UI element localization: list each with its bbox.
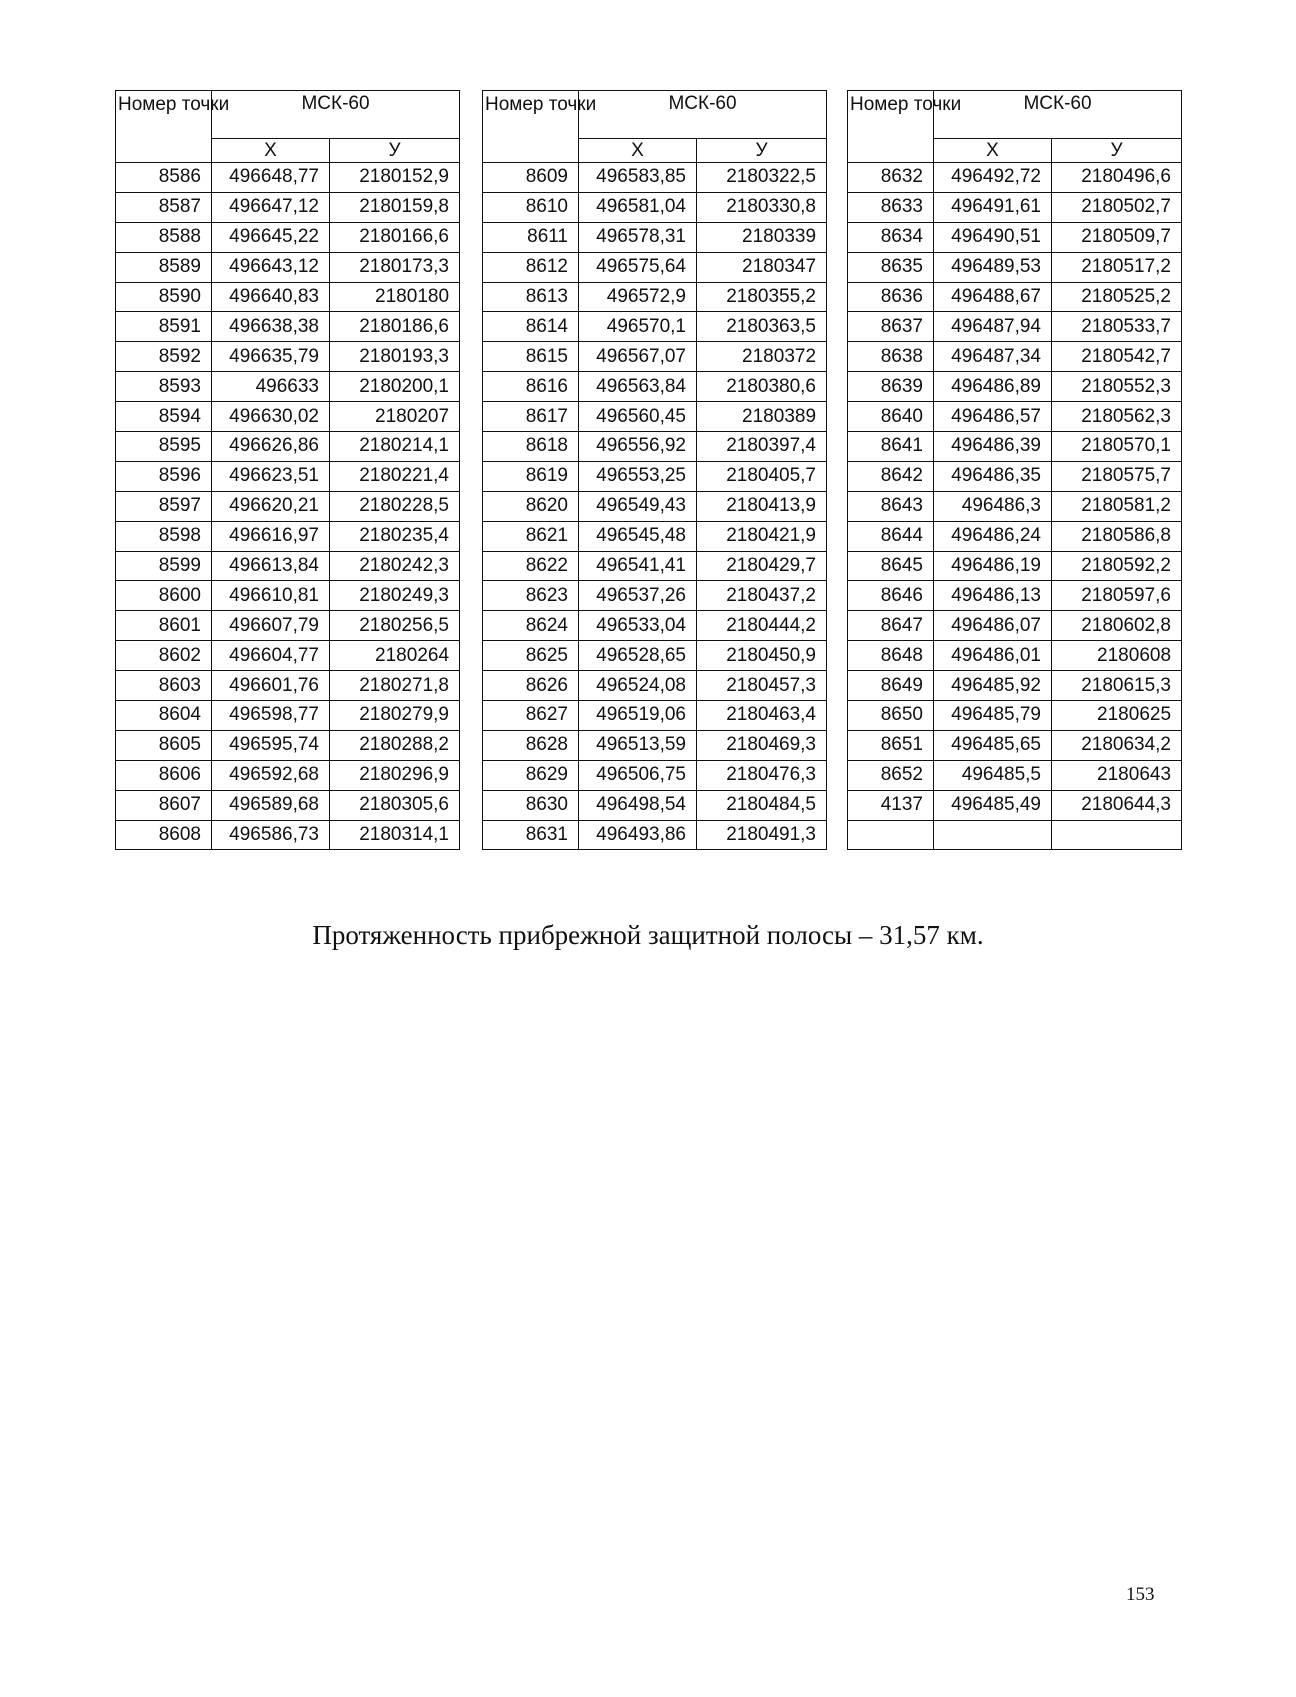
x-coordinate-cell: 496545,48 — [579, 521, 697, 551]
x-coordinate-cell: 496604,77 — [212, 641, 330, 671]
x-coordinate-cell: 496533,04 — [579, 611, 697, 641]
table-row — [116, 432, 460, 462]
point-number-cell: 8617 — [483, 402, 579, 432]
y-coordinate-cell: 2180525,2 — [1052, 282, 1182, 312]
x-coordinate-cell: 496626,86 — [212, 432, 330, 462]
y-coordinate-cell: 2180463,4 — [697, 701, 827, 731]
y-coordinate-cell: 2180397,4 — [697, 432, 827, 462]
point-number-cell: 8604 — [116, 701, 212, 731]
y-coordinate-cell: 2180389 — [697, 402, 827, 432]
point-number-cell: 8590 — [116, 282, 212, 312]
point-number-cell: 8591 — [116, 312, 212, 342]
x-coordinate-cell: 496570,1 — [579, 312, 697, 342]
x-coordinate-cell: 496498,54 — [579, 790, 697, 820]
table-row — [848, 342, 1182, 372]
table-row — [116, 521, 460, 551]
point-number-cell: 8603 — [116, 671, 212, 701]
x-coordinate-cell: 496488,67 — [934, 282, 1052, 312]
table-row — [483, 342, 827, 372]
point-number-cell: 8598 — [116, 521, 212, 551]
point-number-cell: 8619 — [483, 461, 579, 491]
table-row — [848, 192, 1182, 222]
y-coordinate-cell: 2180562,3 — [1052, 402, 1182, 432]
point-number-cell: 8589 — [116, 252, 212, 282]
coordinates-table-3 — [847, 90, 1182, 850]
x-coordinate-cell: 496592,68 — [212, 760, 330, 790]
x-coordinate-cell: 496645,22 — [212, 222, 330, 252]
y-coordinate-cell: 2180405,7 — [697, 461, 827, 491]
table-row — [116, 551, 460, 581]
y-coordinate-cell: 2180597,6 — [1052, 581, 1182, 611]
table-row — [483, 820, 827, 850]
table-body — [116, 163, 460, 850]
table-row — [848, 551, 1182, 581]
y-coordinate-cell: 2180615,3 — [1052, 671, 1182, 701]
x-coordinate-cell: 496485,5 — [934, 760, 1052, 790]
point-number-cell: 8652 — [848, 760, 934, 790]
point-number-cell: 8644 — [848, 521, 934, 551]
point-number-cell: 8627 — [483, 701, 579, 731]
point-number-cell: 8594 — [116, 402, 212, 432]
y-coordinate-cell: 2180437,2 — [697, 581, 827, 611]
point-number-cell: 8606 — [116, 760, 212, 790]
x-coordinate-cell: 496601,76 — [212, 671, 330, 701]
coordinates-table-1 — [115, 90, 460, 850]
table-row — [848, 432, 1182, 462]
point-number-cell: 8636 — [848, 282, 934, 312]
coordinate-system-header: МСК-60 — [212, 91, 460, 139]
y-coordinate-cell: 2180575,7 — [1052, 461, 1182, 491]
table-row — [483, 282, 827, 312]
table-row — [483, 312, 827, 342]
point-number-cell: 8647 — [848, 611, 934, 641]
y-coordinate-cell: 2180288,2 — [330, 730, 460, 760]
x-coordinate-cell: 496610,81 — [212, 581, 330, 611]
x-coordinate-cell: 496578,31 — [579, 222, 697, 252]
coordinate-system-header: МСК-60 — [934, 91, 1182, 139]
x-coordinate-cell: 496643,12 — [212, 252, 330, 282]
table-row — [116, 222, 460, 252]
table-row — [483, 222, 827, 252]
table-row — [848, 730, 1182, 760]
x-coordinate-cell: 496607,79 — [212, 611, 330, 641]
x-coordinate-cell: 496553,25 — [579, 461, 697, 491]
y-coordinate-cell: 2180496,6 — [1052, 163, 1182, 193]
point-number-cell: 8600 — [116, 581, 212, 611]
y-coordinate-cell: 2180173,3 — [330, 252, 460, 282]
table-row — [483, 760, 827, 790]
x-coordinate-cell: 496528,65 — [579, 641, 697, 671]
y-coordinate-cell: 2180570,1 — [1052, 432, 1182, 462]
table-row — [483, 372, 827, 402]
y-coordinate-cell: 2180214,1 — [330, 432, 460, 462]
table-row — [483, 252, 827, 282]
y-coordinate-cell: 2180533,7 — [1052, 312, 1182, 342]
point-number-cell: 8641 — [848, 432, 934, 462]
point-number-cell: 8608 — [116, 820, 212, 850]
table-row — [116, 163, 460, 193]
x-column-header: Х — [212, 139, 330, 163]
point-number-cell: 8599 — [116, 551, 212, 581]
point-number-cell: 8649 — [848, 671, 934, 701]
table-row — [483, 521, 827, 551]
table-row — [483, 192, 827, 222]
y-coordinate-cell: 2180542,7 — [1052, 342, 1182, 372]
y-coordinate-cell: 2180643 — [1052, 760, 1182, 790]
table-row — [116, 730, 460, 760]
y-coordinate-cell: 2180552,3 — [1052, 372, 1182, 402]
x-column-header: Х — [579, 139, 697, 163]
x-coordinate-cell: 496485,92 — [934, 671, 1052, 701]
x-coordinate-cell: 496589,68 — [212, 790, 330, 820]
point-number-cell: 8611 — [483, 222, 579, 252]
point-number-cell: 8607 — [116, 790, 212, 820]
y-coordinate-cell: 2180476,3 — [697, 760, 827, 790]
x-coordinate-cell: 496613,84 — [212, 551, 330, 581]
point-number-cell: 8618 — [483, 432, 579, 462]
table-row — [116, 760, 460, 790]
x-coordinate-cell: 496560,45 — [579, 402, 697, 432]
x-coordinate-cell: 496537,26 — [579, 581, 697, 611]
point-number-cell: 8646 — [848, 581, 934, 611]
point-number-cell: 8613 — [483, 282, 579, 312]
y-coordinate-cell: 2180256,5 — [330, 611, 460, 641]
table-row — [116, 581, 460, 611]
table-row — [848, 282, 1182, 312]
y-coordinate-cell: 2180152,9 — [330, 163, 460, 193]
point-number-header: Номер точки — [116, 91, 212, 163]
x-coordinate-cell: 496486,01 — [934, 641, 1052, 671]
point-number-cell: 8588 — [116, 222, 212, 252]
x-coordinate-cell: 496486,3 — [934, 491, 1052, 521]
x-coordinate-cell: 496487,34 — [934, 342, 1052, 372]
point-number-cell: 8596 — [116, 461, 212, 491]
point-number-cell: 8634 — [848, 222, 934, 252]
y-coordinate-cell: 2180228,5 — [330, 491, 460, 521]
table-row — [848, 760, 1182, 790]
table-row — [483, 641, 827, 671]
table-row — [848, 372, 1182, 402]
point-number-cell: 8624 — [483, 611, 579, 641]
x-coordinate-cell: 496513,59 — [579, 730, 697, 760]
y-coordinate-cell: 2180592,2 — [1052, 551, 1182, 581]
y-coordinate-cell: 2180429,7 — [697, 551, 827, 581]
y-coordinate-cell: 2180235,4 — [330, 521, 460, 551]
x-coordinate-cell: 496648,77 — [212, 163, 330, 193]
y-coordinate-cell: 2180608 — [1052, 641, 1182, 671]
table-body — [848, 163, 1182, 850]
y-coordinate-cell: 2180644,3 — [1052, 790, 1182, 820]
point-number-cell: 8597 — [116, 491, 212, 521]
table-row — [116, 611, 460, 641]
x-coordinate-cell: 496486,07 — [934, 611, 1052, 641]
point-number-cell: 8609 — [483, 163, 579, 193]
point-number-cell: 8633 — [848, 192, 934, 222]
table-row — [483, 163, 827, 193]
x-coordinate-cell: 496616,97 — [212, 521, 330, 551]
y-coordinate-cell: 2180221,4 — [330, 461, 460, 491]
table-row — [116, 402, 460, 432]
x-coordinate-cell: 496506,75 — [579, 760, 697, 790]
y-coordinate-cell: 2180180 — [330, 282, 460, 312]
point-number-cell: 8592 — [116, 342, 212, 372]
x-coordinate-cell: 496490,51 — [934, 222, 1052, 252]
x-coordinate-cell: 496519,06 — [579, 701, 697, 731]
point-number-cell: 8651 — [848, 730, 934, 760]
coordinates-table-2 — [482, 90, 827, 850]
table-row — [483, 432, 827, 462]
point-number-cell: 8639 — [848, 372, 934, 402]
x-coordinate-cell — [934, 820, 1052, 850]
y-coordinate-cell: 2180502,7 — [1052, 192, 1182, 222]
point-number-cell: 8610 — [483, 192, 579, 222]
y-column-header: У — [1052, 139, 1182, 163]
table-row — [483, 790, 827, 820]
y-coordinate-cell: 2180421,9 — [697, 521, 827, 551]
x-coordinate-cell: 496640,83 — [212, 282, 330, 312]
table-row — [848, 461, 1182, 491]
point-number-cell: 8642 — [848, 461, 934, 491]
table-row — [848, 641, 1182, 671]
point-number-cell: 8623 — [483, 581, 579, 611]
point-number-cell: 8645 — [848, 551, 934, 581]
table-row — [848, 491, 1182, 521]
table-row — [848, 252, 1182, 282]
y-coordinate-cell: 2180450,9 — [697, 641, 827, 671]
x-coordinate-cell: 496493,86 — [579, 820, 697, 850]
point-number-cell: 8593 — [116, 372, 212, 402]
y-coordinate-cell: 2180602,8 — [1052, 611, 1182, 641]
table-row — [116, 491, 460, 521]
table-row — [848, 222, 1182, 252]
x-coordinate-cell: 496572,9 — [579, 282, 697, 312]
x-coordinate-cell: 496485,49 — [934, 790, 1052, 820]
x-coordinate-cell: 496595,74 — [212, 730, 330, 760]
table-row — [483, 461, 827, 491]
y-coordinate-cell: 2180469,3 — [697, 730, 827, 760]
x-coordinate-cell: 496586,73 — [212, 820, 330, 850]
x-coordinate-cell: 496486,24 — [934, 521, 1052, 551]
y-coordinate-cell: 2180413,9 — [697, 491, 827, 521]
table-row — [116, 671, 460, 701]
point-number-cell: 8628 — [483, 730, 579, 760]
table-row — [483, 551, 827, 581]
point-number-cell: 8622 — [483, 551, 579, 581]
x-coordinate-cell: 496485,79 — [934, 701, 1052, 731]
y-coordinate-cell: 2180207 — [330, 402, 460, 432]
y-coordinate-cell: 2180322,5 — [697, 163, 827, 193]
x-coordinate-cell: 496647,12 — [212, 192, 330, 222]
y-coordinate-cell: 2180444,2 — [697, 611, 827, 641]
table-row — [848, 701, 1182, 731]
y-coordinate-cell: 2180242,3 — [330, 551, 460, 581]
point-number-cell: 8630 — [483, 790, 579, 820]
x-coordinate-cell: 496630,02 — [212, 402, 330, 432]
table-row — [483, 671, 827, 701]
table-row — [116, 192, 460, 222]
table-row — [848, 820, 1182, 850]
x-coordinate-cell: 496633 — [212, 372, 330, 402]
point-number-cell: 8605 — [116, 730, 212, 760]
x-coordinate-cell: 496541,41 — [579, 551, 697, 581]
y-coordinate-cell: 2180355,2 — [697, 282, 827, 312]
y-coordinate-cell: 2180279,9 — [330, 701, 460, 731]
table-row — [116, 252, 460, 282]
x-coordinate-cell: 496524,08 — [579, 671, 697, 701]
y-coordinate-cell: 2180586,8 — [1052, 521, 1182, 551]
x-coordinate-cell: 496581,04 — [579, 192, 697, 222]
x-coordinate-cell: 496556,92 — [579, 432, 697, 462]
point-number-cell: 8637 — [848, 312, 934, 342]
table-row — [848, 581, 1182, 611]
x-coordinate-cell: 496486,35 — [934, 461, 1052, 491]
point-number-cell: 8612 — [483, 252, 579, 282]
x-coordinate-cell: 496598,77 — [212, 701, 330, 731]
y-coordinate-cell: 2180186,6 — [330, 312, 460, 342]
y-coordinate-cell — [1052, 820, 1182, 850]
point-number-cell: 8650 — [848, 701, 934, 731]
x-coordinate-cell: 496486,13 — [934, 581, 1052, 611]
table-row — [848, 163, 1182, 193]
x-coordinate-cell: 496620,21 — [212, 491, 330, 521]
page-number: 153 — [1126, 1584, 1155, 1605]
point-number-cell: 8632 — [848, 163, 934, 193]
table-row — [116, 312, 460, 342]
x-coordinate-cell: 496491,61 — [934, 192, 1052, 222]
point-number-header: Номер точки — [848, 91, 934, 163]
y-coordinate-cell: 2180347 — [697, 252, 827, 282]
table-row — [116, 461, 460, 491]
point-number-cell: 8640 — [848, 402, 934, 432]
y-coordinate-cell: 2180271,8 — [330, 671, 460, 701]
y-coordinate-cell: 2180634,2 — [1052, 730, 1182, 760]
table-row — [116, 342, 460, 372]
y-coordinate-cell: 2180509,7 — [1052, 222, 1182, 252]
x-coordinate-cell: 496492,72 — [934, 163, 1052, 193]
x-column-header: Х — [934, 139, 1052, 163]
x-coordinate-cell: 496549,43 — [579, 491, 697, 521]
point-number-cell: 8601 — [116, 611, 212, 641]
y-coordinate-cell: 2180330,8 — [697, 192, 827, 222]
table-row — [483, 491, 827, 521]
x-coordinate-cell: 496575,64 — [579, 252, 697, 282]
table-row — [483, 611, 827, 641]
y-coordinate-cell: 2180249,3 — [330, 581, 460, 611]
y-coordinate-cell: 2180314,1 — [330, 820, 460, 850]
table-row — [116, 282, 460, 312]
x-coordinate-cell: 496567,07 — [579, 342, 697, 372]
table-row — [116, 372, 460, 402]
y-coordinate-cell: 2180457,3 — [697, 671, 827, 701]
point-number-cell: 8586 — [116, 163, 212, 193]
table-row — [848, 521, 1182, 551]
table-row — [116, 701, 460, 731]
table-row — [116, 790, 460, 820]
point-number-cell: 8620 — [483, 491, 579, 521]
table-row — [483, 402, 827, 432]
y-coordinate-cell: 2180339 — [697, 222, 827, 252]
y-coordinate-cell: 2180296,9 — [330, 760, 460, 790]
y-coordinate-cell: 2180625 — [1052, 701, 1182, 731]
x-coordinate-cell: 496487,94 — [934, 312, 1052, 342]
x-coordinate-cell: 496489,53 — [934, 252, 1052, 282]
point-number-cell: 8638 — [848, 342, 934, 372]
y-coordinate-cell: 2180581,2 — [1052, 491, 1182, 521]
table-row — [116, 641, 460, 671]
x-coordinate-cell: 496485,65 — [934, 730, 1052, 760]
y-coordinate-cell: 2180193,3 — [330, 342, 460, 372]
y-coordinate-cell: 2180159,8 — [330, 192, 460, 222]
point-number-cell: 4137 — [848, 790, 934, 820]
table-row — [848, 611, 1182, 641]
point-number-cell: 8616 — [483, 372, 579, 402]
x-coordinate-cell: 496623,51 — [212, 461, 330, 491]
point-number-cell: 8602 — [116, 641, 212, 671]
y-coordinate-cell: 2180305,6 — [330, 790, 460, 820]
point-number-cell: 8643 — [848, 491, 934, 521]
point-number-cell: 8635 — [848, 252, 934, 282]
point-number-cell: 8595 — [116, 432, 212, 462]
table-row — [848, 312, 1182, 342]
table-row — [116, 820, 460, 850]
protection-strip-length-text: Протяженность прибрежной защитной полосы – 31,57 км. — [312, 920, 984, 950]
table-row — [848, 671, 1182, 701]
y-coordinate-cell: 2180264 — [330, 641, 460, 671]
coordinate-system-header: МСК-60 — [579, 91, 827, 139]
x-coordinate-cell: 496486,39 — [934, 432, 1052, 462]
x-coordinate-cell: 496635,79 — [212, 342, 330, 372]
point-number-cell: 8648 — [848, 641, 934, 671]
y-coordinate-cell: 2180363,5 — [697, 312, 827, 342]
table-row — [483, 701, 827, 731]
point-number-cell — [848, 820, 934, 850]
y-coordinate-cell: 2180491,3 — [697, 820, 827, 850]
table-row — [483, 581, 827, 611]
x-coordinate-cell: 496563,84 — [579, 372, 697, 402]
x-coordinate-cell: 496486,57 — [934, 402, 1052, 432]
x-coordinate-cell: 496638,38 — [212, 312, 330, 342]
y-coordinate-cell: 2180517,2 — [1052, 252, 1182, 282]
table-row — [848, 402, 1182, 432]
y-coordinate-cell: 2180380,6 — [697, 372, 827, 402]
x-coordinate-cell: 496486,19 — [934, 551, 1052, 581]
point-number-cell: 8621 — [483, 521, 579, 551]
y-column-header: У — [697, 139, 827, 163]
point-number-cell: 8614 — [483, 312, 579, 342]
y-coordinate-cell: 2180372 — [697, 342, 827, 372]
x-coordinate-cell: 496583,85 — [579, 163, 697, 193]
point-number-cell: 8626 — [483, 671, 579, 701]
y-coordinate-cell: 2180484,5 — [697, 790, 827, 820]
point-number-cell: 8631 — [483, 820, 579, 850]
table-row — [848, 790, 1182, 820]
table-body — [483, 163, 827, 850]
y-column-header: У — [330, 139, 460, 163]
y-coordinate-cell: 2180200,1 — [330, 372, 460, 402]
y-coordinate-cell: 2180166,6 — [330, 222, 460, 252]
table-row — [483, 730, 827, 760]
point-number-cell: 8587 — [116, 192, 212, 222]
point-number-cell: 8629 — [483, 760, 579, 790]
point-number-cell: 8625 — [483, 641, 579, 671]
point-number-cell: 8615 — [483, 342, 579, 372]
point-number-header: Номер точки — [483, 91, 579, 163]
x-coordinate-cell: 496486,89 — [934, 372, 1052, 402]
